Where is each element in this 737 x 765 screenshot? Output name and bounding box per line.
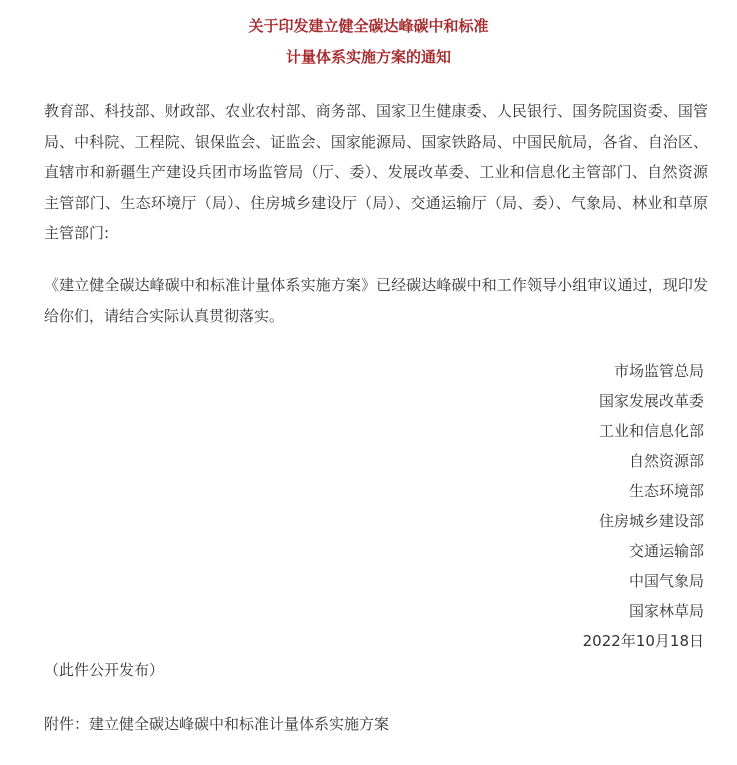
issuer-name: 国家林草局 (628, 602, 704, 620)
issuer-name: 生态环境部 (628, 482, 704, 500)
document-title-line-1: 关于印发建立健全碳达峰碳中和标准 (248, 17, 489, 35)
issue-date: 2022年10月18日 (582, 632, 704, 650)
body-paragraph: 《建立健全碳达峰碳中和标准计量体系实施方案》已经碳达峰碳中和工作领导小组审议通过，现印发给你们，请结合实际认真贯彻落实。 (44, 276, 708, 325)
issuer-name: 工业和信息化部 (598, 422, 704, 440)
attachment-line: 附件：建立健全碳达峰碳中和标准计量体系实施方案 (44, 715, 390, 733)
issuer-name: 交通运输部 (628, 542, 704, 560)
issuer-name: 住房城乡建设部 (598, 512, 704, 530)
recipients-paragraph: 教育部、科技部、财政部、农业农村部、商务部、国家卫生健康委、人民银行、国务院国资委、国管局、中科院、工程院、银保监会、证监会、国家能源局、国家铁路局、中国民航局，各省、自治区、直辖市和新疆生产建设兵团市场监管局（厅、委）、发展改革委、工业和信息化主管部门、自然资源主管部门、生态环境厅（局）、住房城乡建设厅（局）、交通运输厅（局、委）、气象局、林业和草原主管部门: (44, 102, 708, 242)
signoff-block (404, 356, 704, 656)
issuer-name: 市场监管总局 (613, 362, 704, 380)
publication-note: （此件公开发布） (44, 661, 165, 679)
issuer-name: 国家发展改革委 (598, 392, 704, 410)
issuer-name: 中国气象局 (628, 572, 704, 590)
document-title-line-2: 计量体系实施方案的通知 (285, 48, 451, 66)
issuer-name: 自然资源部 (628, 452, 704, 470)
